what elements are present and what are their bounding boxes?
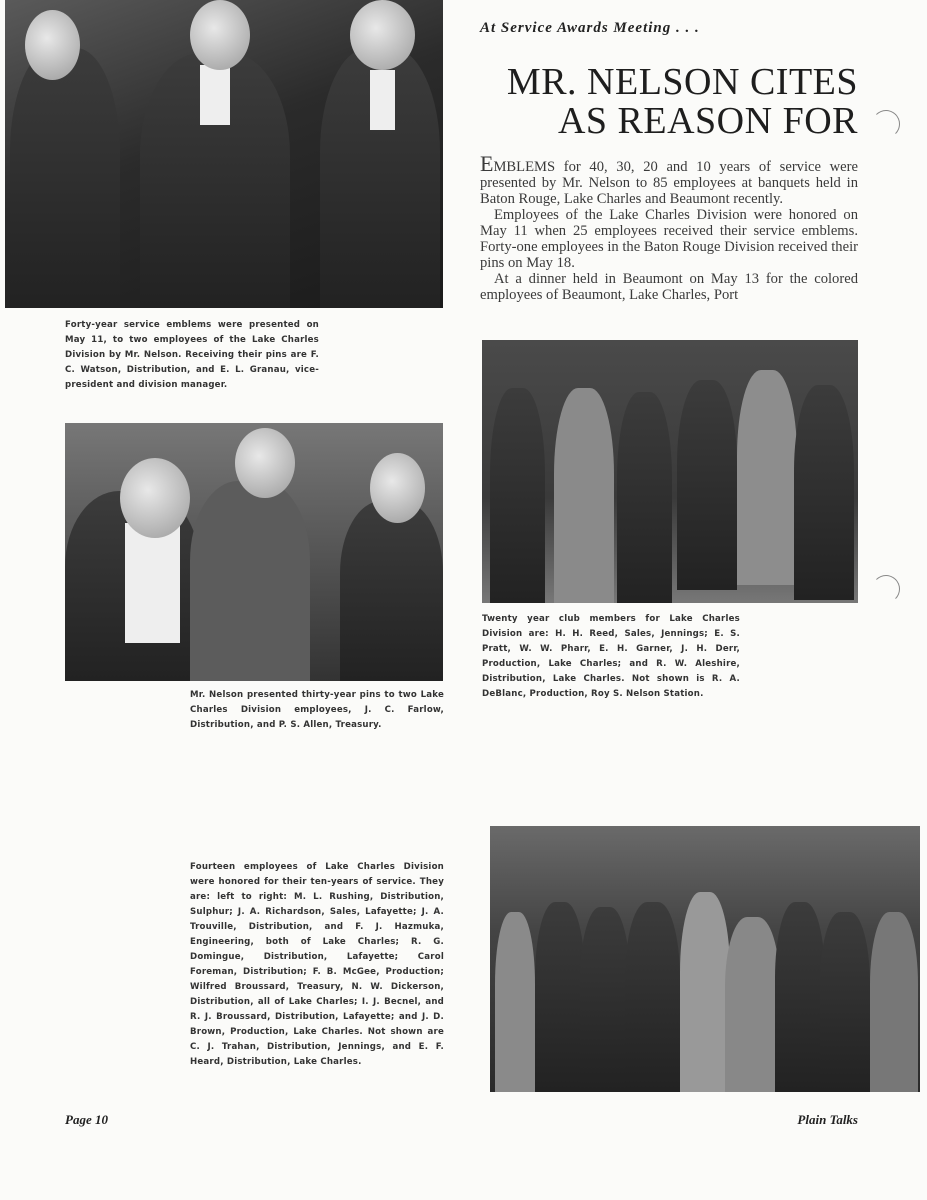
article-paragraph: At a dinner held in Beaumont on May 13 for the colored employees of Beaumont, Lake Charles, Port: [480, 271, 858, 303]
photo-thirty-year-recipients: [65, 423, 443, 681]
article-paragraph: Employees of the Lake Charles Division were honored on May 11 when 25 employees received their service emblems. Forty-one employees in the Baton Rouge Division received their pins on May 18.: [480, 207, 858, 271]
headline-line-1: MR. NELSON CITES: [506, 61, 858, 103]
caption-forty-year: Forty-year service emblems were presented on May 11, to two employees of the Lake Charles Division by Mr. Nelson. Receiving their pins are F. C. Watson, Distribution, and E. L. Granau, vice-president and division manager.: [65, 320, 319, 390]
article-body: [480, 151, 858, 303]
photo-twenty-year-club: [482, 340, 858, 603]
caption-thirty-year: Mr. Nelson presented thirty-year pins to two Lake Charles Division employees, J. C. Farlow, Distribution, and P. S. Allen, Treasury.: [190, 690, 444, 730]
caption-twenty-year: Twenty year club members for Lake Charles Division are: H. H. Reed, Sales, Jennings; E. S. Pratt, W. W. Pharr, E. H. Garner, J. H. Derr, Production, Lake Charles; and R. W. Aleshire, Distribution, Lake Charles. Not shown is R. A. DeBlanc, Production, Roy S. Nelson Station.: [482, 614, 740, 699]
page-number: Page 10: [65, 1112, 108, 1127]
binder-hole: [872, 575, 900, 603]
drop-cap: E: [480, 151, 494, 176]
headline-line-2: AS REASON FOR: [557, 100, 858, 142]
kicker-heading: At Service Awards Meeting . . .: [480, 20, 700, 36]
photo-ten-year-group: [490, 826, 920, 1092]
publication-name: Plain Talks: [797, 1112, 858, 1127]
article-paragraph: EMBLEMS for 40, 30, 20 and 10 years of service were presented by Mr. Nelson to 85 employees at banquets held in Baton Rouge, Lake Charles and Beaumont recently.: [480, 151, 858, 207]
caption-ten-year: Fourteen employees of Lake Charles Division were honored for their ten-years of service. They are: left to right: M. L. Rushing, Distribution, Sulphur; J. A. Richardson, Sales, Lafayette; J. A. Trouville, Distribution, and F. J. Hazmuka, Engineering, both of Lake Charles; R. G. Domingue, Distribution, Lafayette; Carol Foreman, Distribution; F. B. McGee, Production; Wilfred Broussard, Treasury, N. W. Dickerson, Distribution, all of Lake Charles; I. J. Becnel, and R. J. Broussard, Distribution, Lafayette; and J. D. Brown, Production, Lake Charles. Not shown are C. J. Trahan, Distribution, Jennings, and E. F. Heard, Distribution, Lake Charles.: [190, 862, 444, 1067]
photo-forty-year-recipients: [5, 0, 443, 308]
binder-hole: [872, 110, 900, 138]
